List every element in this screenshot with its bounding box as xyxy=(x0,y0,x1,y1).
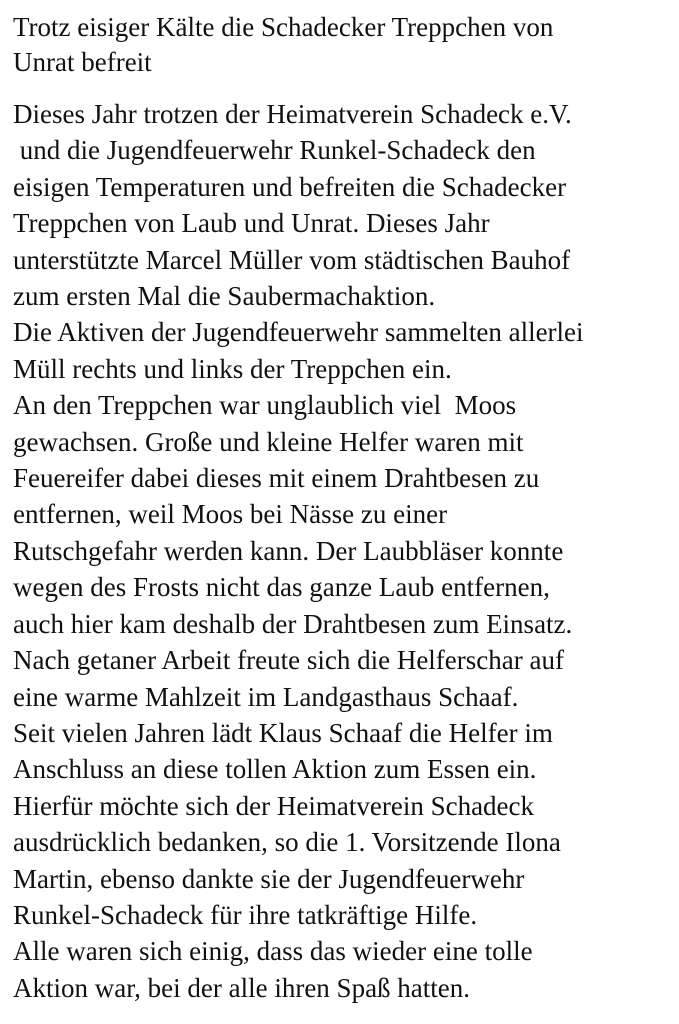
body-line: zum ersten Mal die Saubermachaktion. xyxy=(13,281,436,312)
title-line: Trotz eisiger Kälte die Schadecker Treppchen von xyxy=(13,12,554,42)
body-line: Müll rechts und links der Treppchen ein. xyxy=(13,353,452,384)
body-line: Treppchen von Laub und Unrat. Dieses Jahr xyxy=(13,208,490,239)
title-line: Unrat befreit xyxy=(13,47,152,77)
body-line: Seit vielen Jahren lädt Klaus Schaaf die Helfer im xyxy=(13,717,553,748)
body-line: Nach getaner Arbeit freute sich die Helferschar auf xyxy=(13,645,564,676)
body-line: An den Treppchen war unglaublich viel Moos xyxy=(13,390,517,421)
body-line: Martin, ebenso dankte sie der Jugendfeuerwehr xyxy=(13,863,525,894)
body-line: Feuereifer dabei dieses mit einem Drahtbesen zu xyxy=(13,463,540,494)
body-line: Die Aktiven der Jugendfeuerwehr sammelten allerlei xyxy=(13,317,584,348)
article-body xyxy=(13,96,677,1006)
body-line: unterstützte Marcel Müller vom städtischen Bauhof xyxy=(13,244,571,275)
body-line: eisigen Temperaturen und befreiten die Schadecker xyxy=(13,171,567,202)
body-line: entfernen, weil Moos bei Nässe zu einer xyxy=(13,499,448,530)
body-line: Rutschgefahr werden kann. Der Laubbläser konnte xyxy=(13,535,564,566)
body-line: Runkel-Schadeck für ihre tatkräftige Hilfe. xyxy=(13,899,478,930)
body-line: und die Jugendfeuerwehr Runkel-Schadeck den xyxy=(13,135,536,166)
article-title xyxy=(13,10,677,80)
document-page xyxy=(13,10,677,1006)
body-line: ausdrücklich bedanken, so die 1. Vorsitzende Ilona xyxy=(13,827,561,858)
body-line: Alle waren sich einig, dass das wieder eine tolle xyxy=(13,936,533,967)
body-line: gewachsen. Große und kleine Helfer waren mit xyxy=(13,426,524,457)
body-line: Anschluss an diese tollen Aktion zum Essen ein. xyxy=(13,754,537,785)
body-line: eine warme Mahlzeit im Landgasthaus Schaaf. xyxy=(13,681,519,712)
body-line: Aktion war, bei der alle ihren Spaß hatten. xyxy=(13,972,471,1003)
body-line: auch hier kam deshalb der Drahtbesen zum Einsatz. xyxy=(13,608,573,639)
body-line: Hierfür möchte sich der Heimatverein Schadeck xyxy=(13,790,535,821)
body-line: wegen des Frosts nicht das ganze Laub entfernen, xyxy=(13,572,550,603)
body-line: Dieses Jahr trotzen der Heimatverein Schadeck e.V. xyxy=(13,99,572,129)
